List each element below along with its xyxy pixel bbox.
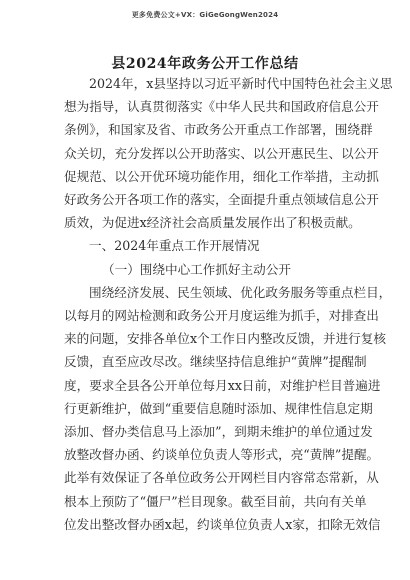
paragraph-line: 围绕经济发展、民生领域、优化政务服务等重点栏目， (89, 284, 392, 300)
paragraph-line: 条例》，和国家及省、市政务公开重点工作部署，围绕群 (64, 122, 373, 138)
section-heading: 一、2024年重点工作开展情况 (89, 238, 260, 254)
paragraph-line: 促规范、以公开优环境功能作用，细化工作举措，主动抓 (64, 168, 379, 184)
paragraph-line: 众关切，充分发挥以公开助落实、以公开惠民生、以公开 (64, 145, 379, 161)
paragraph-line: 行更新维护，做到“重要信息随时添加、规律性信息定期 (64, 400, 373, 416)
document-title: 县2024年政务公开工作总结 (111, 56, 299, 72)
paragraph-line: 2024年，x县坚持以习近平新时代中国特色社会主义思 (89, 76, 393, 91)
paragraph-line: 来的问题，安排各单位x个工作日内整改反馈，并进行复核 (64, 331, 386, 347)
paragraph-line: 以每月的网站检测和政务公开月度运维为抓手，对排查出 (64, 308, 379, 324)
paragraph-line: 位发出整改督办函x起，约谈单位负责人x家，扣除无效信 (64, 516, 381, 532)
paragraph-line: 添加、督办类信息马上添加”，到期未维护的单位通过发 (64, 424, 373, 440)
document-body (64, 72, 393, 536)
paragraph-line: 度，要求全县各公开单位每月xx日前，对维护栏目普遍进 (64, 377, 381, 393)
paragraph-line: 此举有效保证了各单位政务公开网栏目内容常态常新，从 (64, 470, 379, 486)
body-paragraph (64, 281, 392, 536)
subsection-heading: （一）围绕中心工作抓好主动公开 (102, 261, 291, 277)
paragraph-line: 放整改督办函、约谈单位负责人等形式，亮“黄牌”提醒。 (64, 447, 380, 463)
paragraph-line: 根本上预防了“僵尸”栏目现象。截至目前，共向有关单 (64, 493, 367, 509)
header-note: 更多免费公文+VX：GiGeGongWen2024 (131, 11, 279, 19)
paragraph-line: 想为指导，认真贯彻落实《中华人民共和国政府信息公开 (64, 99, 379, 115)
intro-paragraph (64, 72, 393, 234)
paragraph-line: 质效，为促进x经济社会高质量发展作出了积极贡献。 (64, 215, 361, 231)
paragraph-line: 反馈，直至应改尽改。继续坚持信息维护“黄牌”提醒制 (64, 354, 367, 370)
paragraph-line: 好政务公开各项工作的落实，全面提升重点领域信息公开 (64, 192, 379, 208)
